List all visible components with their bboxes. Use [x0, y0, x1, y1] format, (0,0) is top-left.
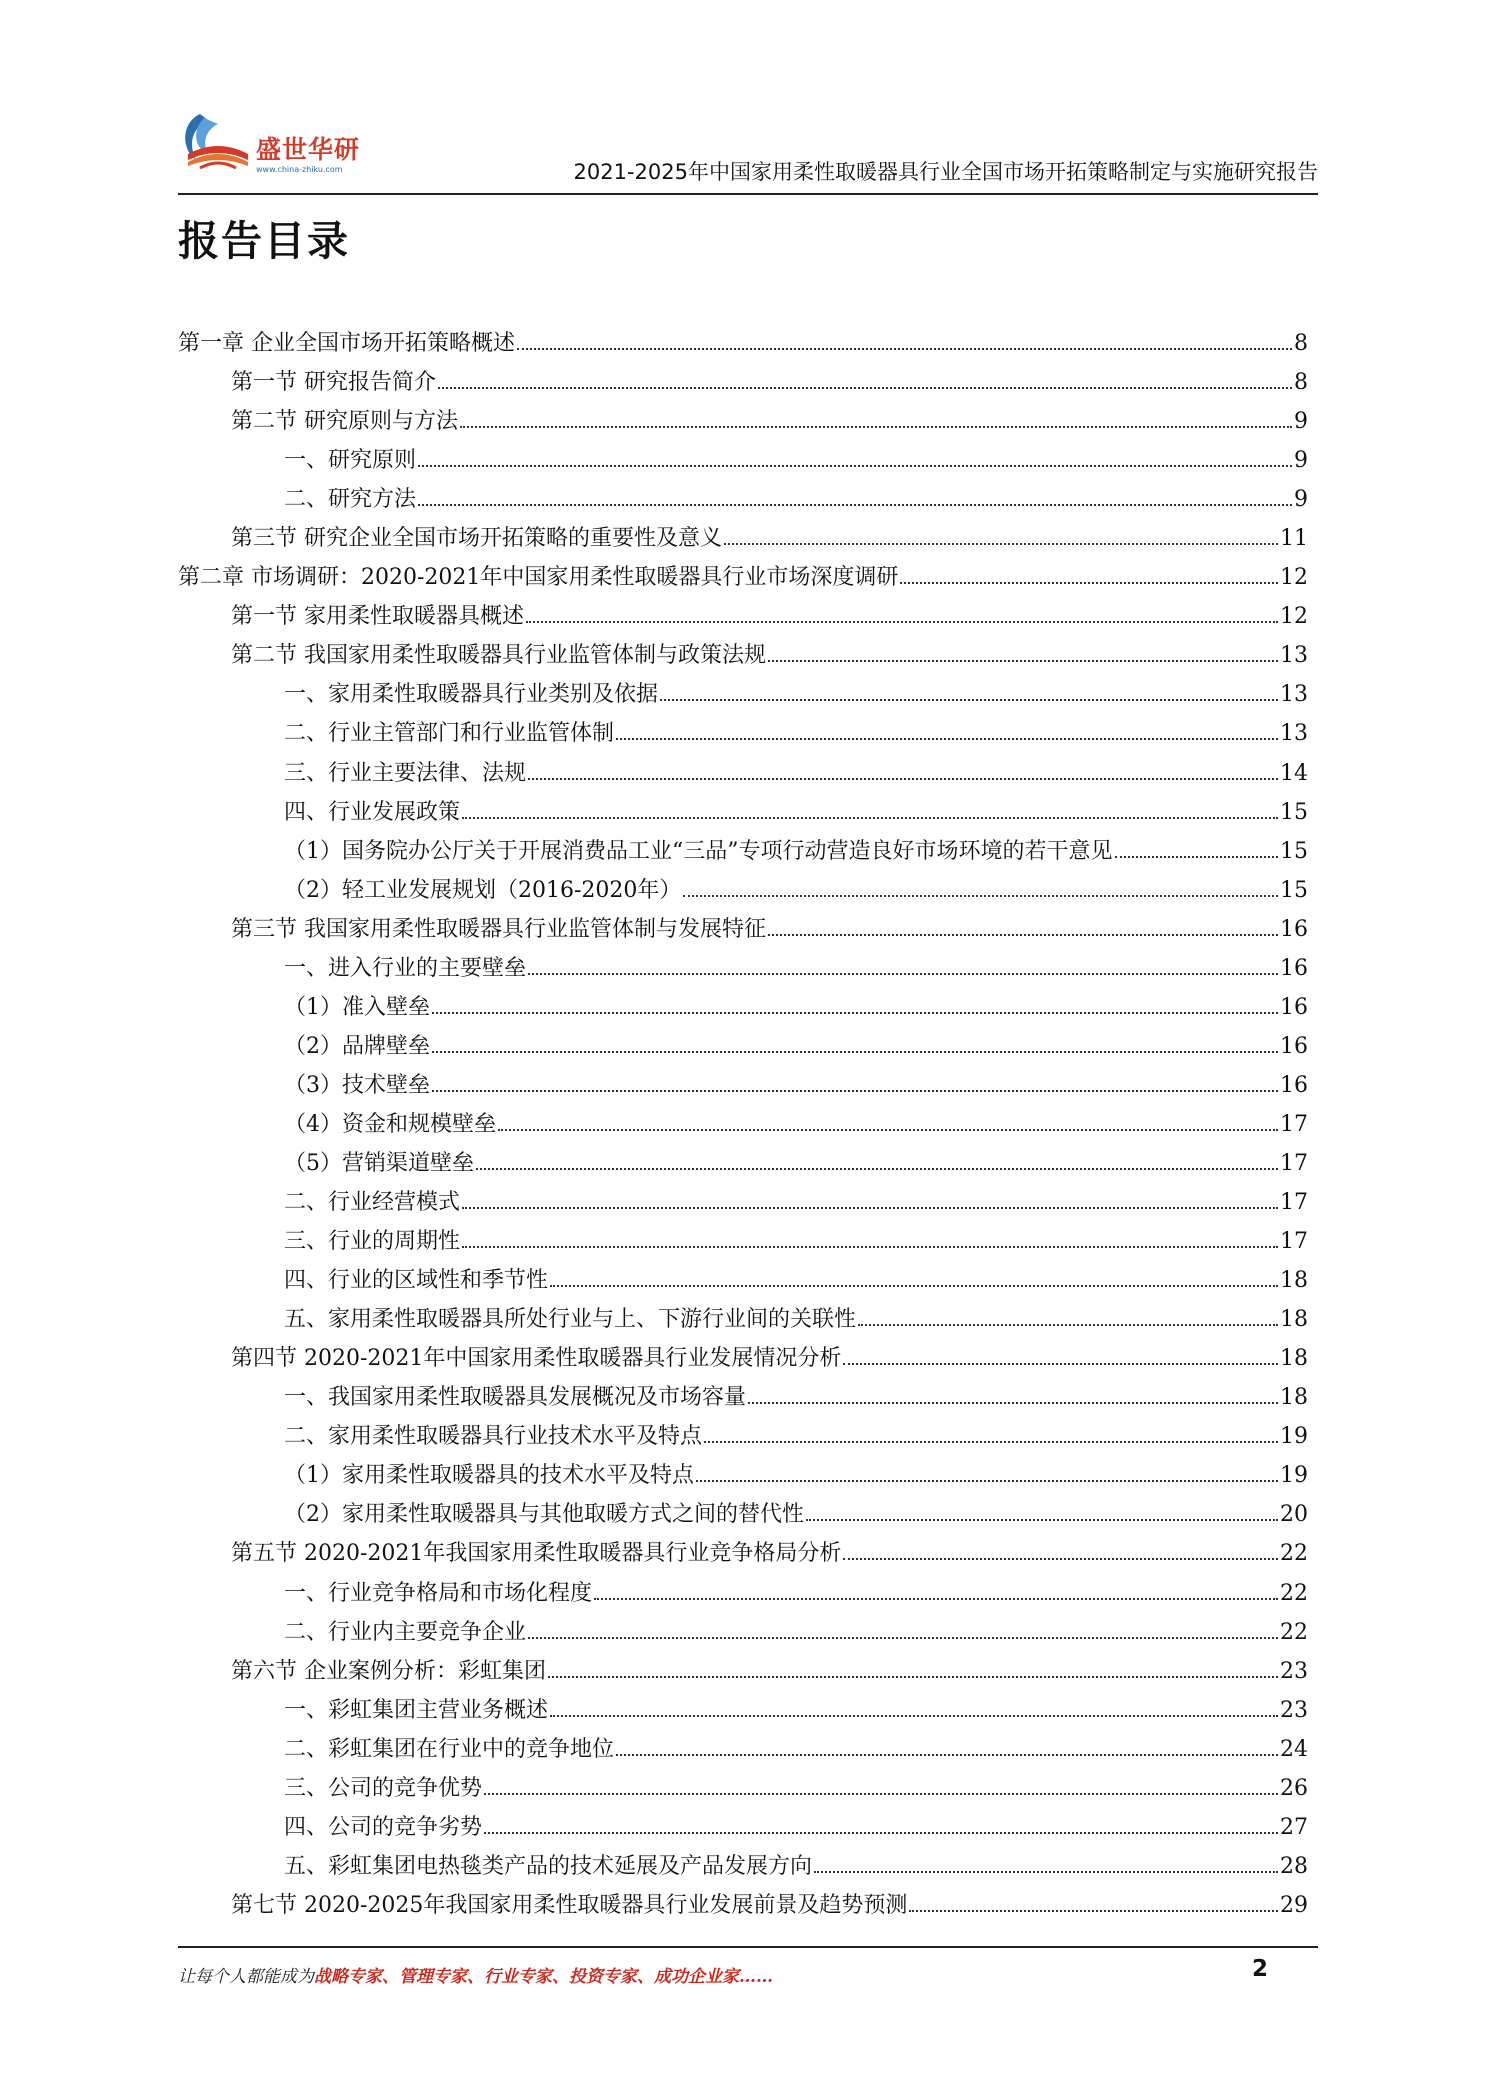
toc-dot-leader [768, 934, 1278, 936]
toc-entry-page: 9 [1294, 487, 1308, 513]
toc-dot-leader [843, 1363, 1278, 1365]
toc-entry[interactable] [178, 1730, 1308, 1769]
toc-entry-label: 二、行业内主要竞争企业 [284, 1619, 527, 1645]
page-header [178, 100, 1318, 190]
toc-entry-page: 13 [1280, 721, 1308, 747]
footer-slogan-roles: 战略专家、管理专家、行业专家、投资专家、成功企业家…… [314, 1967, 773, 1987]
toc-dot-leader [528, 1637, 1278, 1639]
toc-entry-page: 17 [1280, 1111, 1308, 1137]
toc-dot-leader [696, 1480, 1278, 1482]
toc-entry-label: 三、行业的周期性 [284, 1229, 461, 1255]
toc-entry-page: 16 [1280, 1072, 1308, 1098]
toc-entry[interactable] [178, 1886, 1308, 1925]
toc-entry-page: 9 [1294, 409, 1308, 435]
toc-entry-page: 11 [1280, 526, 1308, 552]
toc-dot-leader [806, 1519, 1278, 1521]
toc-entry-page: 24 [1280, 1736, 1308, 1762]
toc-entry-label: （3）技术壁垒 [284, 1072, 430, 1098]
toc-entry-page: 15 [1280, 877, 1308, 903]
toc-dot-leader [683, 895, 1278, 897]
toc-dot-leader [460, 426, 1292, 428]
toc-entry-page: 18 [1280, 1268, 1308, 1294]
toc-entry-page: 17 [1280, 1150, 1308, 1176]
toc-entry-label: 四、行业发展政策 [284, 799, 461, 825]
toc-dot-leader [462, 817, 1278, 819]
toc-entry-label: 第七节 2020-2025年我国家用柔性取暖器具行业发展前景及趋势预测 [231, 1892, 908, 1918]
toc-dot-leader [432, 1090, 1278, 1092]
toc-dot-leader [704, 1441, 1278, 1443]
toc-entry-label: 第一章 企业全国市场开拓策略概述 [178, 331, 515, 356]
toc-entry[interactable] [178, 636, 1308, 675]
toc-entry-label: 三、公司的竞争优势 [284, 1775, 483, 1801]
toc-entry[interactable] [178, 1417, 1308, 1456]
toc-entry[interactable] [178, 1105, 1308, 1144]
toc-dot-leader [900, 582, 1278, 584]
toc-entry-label: 第一节 研究报告简介 [231, 370, 436, 396]
toc-entry[interactable] [178, 1613, 1308, 1652]
toc-entry-page: 12 [1280, 565, 1308, 591]
toc-entry[interactable] [178, 1456, 1308, 1495]
toc-entry-page: 15 [1280, 799, 1308, 825]
toc-entry[interactable] [178, 1144, 1308, 1183]
toc-dot-leader [858, 1324, 1278, 1326]
toc-entry-page: 8 [1294, 331, 1308, 356]
footer-slogan [178, 1962, 773, 1987]
toc-entry-label: （1）准入壁垒 [284, 994, 430, 1020]
toc-entry[interactable] [178, 910, 1308, 949]
toc-entry-label: 第一节 家用柔性取暖器具概述 [231, 604, 524, 630]
header-divider [178, 193, 1318, 195]
logo-url: www.china-zhiku.com [256, 165, 343, 174]
toc-entry-label: 二、家用柔性取暖器具行业技术水平及特点 [284, 1424, 703, 1450]
toc-dot-leader [484, 1793, 1278, 1795]
toc-entry[interactable] [178, 1495, 1308, 1534]
toc-entry-label: 一、家用柔性取暖器具行业类别及依据 [284, 682, 659, 708]
toc-entry[interactable] [178, 480, 1308, 519]
toc-entry-label: 一、行业竞争格局和市场化程度 [284, 1580, 593, 1606]
toc-dot-leader [748, 1402, 1278, 1404]
toc-entry-label: 第五节 2020-2021年我国家用柔性取暖器具行业竞争格局分析 [231, 1541, 842, 1567]
toc-dot-leader [418, 465, 1292, 467]
toc-entry-page: 8 [1294, 370, 1308, 396]
toc-dot-leader [484, 1832, 1278, 1834]
toc-entry-page: 12 [1280, 604, 1308, 630]
toc-entry-label: （5）营销渠道壁垒 [284, 1150, 474, 1176]
toc-entry[interactable] [178, 754, 1308, 793]
toc-dot-leader [724, 543, 1278, 545]
toc-entry-page: 14 [1280, 760, 1308, 786]
toc-entry[interactable] [178, 441, 1308, 480]
toc-entry-page: 16 [1280, 955, 1308, 981]
toc-dot-leader [517, 348, 1292, 350]
toc-entry[interactable] [178, 675, 1308, 714]
page-title: 报告目录 [178, 217, 350, 265]
toc-entry[interactable] [178, 363, 1308, 402]
toc-entry-page: 22 [1280, 1541, 1308, 1567]
toc-entry-label: 第二节 研究原则与方法 [231, 409, 458, 435]
toc-entry[interactable] [178, 1652, 1308, 1691]
toc-entry[interactable] [178, 832, 1308, 871]
toc-entry-page: 9 [1294, 448, 1308, 474]
toc-entry-page: 28 [1280, 1853, 1308, 1879]
toc-entry-label: （4）资金和规模壁垒 [284, 1111, 496, 1137]
toc-dot-leader [594, 1598, 1278, 1600]
toc-entry-label: 第二章 市场调研：2020-2021年中国家用柔性取暖器具行业市场深度调研 [178, 565, 899, 591]
toc-dot-leader [528, 778, 1278, 780]
toc-entry[interactable] [178, 1027, 1308, 1066]
toc-entry-label: 一、研究原则 [284, 448, 417, 474]
toc-entry[interactable] [178, 402, 1308, 441]
toc-entry-page: 18 [1280, 1385, 1308, 1411]
toc-entry-page: 20 [1280, 1502, 1308, 1528]
toc-dot-leader [843, 1558, 1278, 1560]
toc-entry[interactable] [178, 1222, 1308, 1261]
toc-entry-label: （1）国务院办公厅关于开展消费品工业“三品”专项行动营造良好市场环境的若干意见 [284, 838, 1113, 864]
toc-entry-page: 22 [1280, 1580, 1308, 1606]
toc-entry-label: 二、行业经营模式 [284, 1190, 461, 1216]
toc-entry[interactable] [178, 1691, 1308, 1730]
toc-dot-leader [528, 973, 1278, 975]
toc-entry[interactable] [178, 1300, 1308, 1339]
toc-entry[interactable] [178, 1534, 1308, 1573]
toc-entry-label: 四、行业的区域性和季节性 [284, 1268, 549, 1294]
toc-dot-leader [616, 738, 1278, 740]
toc-entry[interactable] [178, 714, 1308, 753]
toc-dot-leader [526, 621, 1278, 623]
toc-entry-label: （2）品牌壁垒 [284, 1033, 430, 1059]
toc-entry-label: 第三节 我国家用柔性取暖器具行业监管体制与发展特征 [231, 916, 766, 942]
toc-dot-leader [768, 660, 1278, 662]
toc-entry-page: 19 [1280, 1463, 1308, 1489]
page-number: 2 [1252, 1956, 1269, 1982]
toc-entry-label: 一、彩虹集团主营业务概述 [284, 1697, 549, 1723]
toc-dot-leader [438, 387, 1292, 389]
table-of-contents [178, 324, 1308, 1925]
toc-entry-page: 18 [1280, 1307, 1308, 1333]
toc-entry-page: 13 [1280, 643, 1308, 669]
toc-entry[interactable] [178, 1378, 1308, 1417]
toc-dot-leader [462, 1207, 1278, 1209]
toc-entry[interactable] [178, 519, 1308, 558]
report-title: 2021-2025年中国家用柔性取暖器具行业全国市场开拓策略制定与实施研究报告 [573, 160, 1318, 184]
toc-entry-label: 二、彩虹集团在行业中的竞争地位 [284, 1736, 615, 1762]
toc-dot-leader [462, 1246, 1278, 1248]
toc-entry[interactable] [178, 793, 1308, 832]
toc-entry[interactable] [178, 1574, 1308, 1613]
toc-dot-leader [418, 504, 1292, 506]
toc-entry[interactable] [178, 558, 1308, 597]
toc-entry-page: 22 [1280, 1619, 1308, 1645]
toc-entry-label: （1）家用柔性取暖器具的技术水平及特点 [284, 1463, 694, 1489]
toc-entry-label: 第三节 研究企业全国市场开拓策略的重要性及意义 [231, 526, 722, 552]
toc-entry-label: 四、公司的竞争劣势 [284, 1814, 483, 1840]
toc-entry[interactable] [178, 1808, 1308, 1847]
toc-entry-label: 二、行业主管部门和行业监管体制 [284, 721, 615, 747]
toc-entry[interactable] [178, 871, 1308, 910]
toc-entry-page: 29 [1280, 1892, 1308, 1918]
toc-dot-leader [616, 1754, 1278, 1756]
toc-dot-leader [814, 1871, 1278, 1873]
toc-entry-page: 15 [1280, 838, 1308, 864]
toc-entry-page: 18 [1280, 1346, 1308, 1372]
toc-dot-leader [476, 1168, 1278, 1170]
toc-dot-leader [498, 1129, 1278, 1131]
toc-entry-page: 23 [1280, 1658, 1308, 1684]
toc-dot-leader [909, 1910, 1278, 1912]
footer-divider [178, 1946, 1318, 1948]
toc-dot-leader [432, 1051, 1278, 1053]
toc-entry-label: （2）轻工业发展规划（2016-2020年） [284, 877, 682, 903]
toc-entry[interactable] [178, 597, 1308, 636]
toc-dot-leader [548, 1676, 1278, 1678]
toc-dot-leader [550, 1285, 1278, 1287]
toc-entry-label: 五、彩虹集团电热毯类产品的技术延展及产品发展方向 [284, 1853, 813, 1879]
toc-entry-page: 26 [1280, 1775, 1308, 1801]
toc-entry[interactable] [178, 1339, 1308, 1378]
toc-entry-label: 第四节 2020-2021年中国家用柔性取暖器具行业发展情况分析 [231, 1346, 842, 1372]
toc-entry-page: 13 [1280, 682, 1308, 708]
toc-entry-page: 17 [1280, 1229, 1308, 1255]
toc-entry[interactable] [178, 988, 1308, 1027]
toc-entry[interactable] [178, 1769, 1308, 1808]
toc-entry[interactable] [178, 1183, 1308, 1222]
logo-emblem-icon [178, 104, 258, 184]
toc-entry-page: 19 [1280, 1424, 1308, 1450]
toc-entry[interactable] [178, 949, 1308, 988]
toc-entry-label: 第二节 我国家用柔性取暖器具行业监管体制与政策法规 [231, 643, 766, 669]
toc-entry-page: 23 [1280, 1697, 1308, 1723]
logo-name: 盛世华研 [256, 135, 361, 164]
toc-entry-label: （2）家用柔性取暖器具与其他取暖方式之间的替代性 [284, 1502, 804, 1528]
toc-entry-page: 16 [1280, 994, 1308, 1020]
toc-dot-leader [550, 1715, 1278, 1717]
toc-entry[interactable] [178, 1066, 1308, 1105]
toc-entry-label: 一、进入行业的主要壁垒 [284, 955, 527, 981]
toc-entry-page: 27 [1280, 1814, 1308, 1840]
toc-entry-page: 16 [1280, 916, 1308, 942]
toc-entry[interactable] [178, 1847, 1308, 1886]
toc-entry[interactable] [178, 324, 1308, 363]
footer-slogan-prefix: 让每个人都能成为 [178, 1967, 314, 1987]
toc-entry-page: 17 [1280, 1190, 1308, 1216]
toc-entry-label: 第六节 企业案例分析：彩虹集团 [231, 1658, 546, 1684]
toc-entry-label: 五、家用柔性取暖器具所处行业与上、下游行业间的关联性 [284, 1307, 857, 1333]
toc-entry-label: 二、研究方法 [284, 487, 417, 513]
toc-entry-label: 一、我国家用柔性取暖器具发展概况及市场容量 [284, 1385, 747, 1411]
toc-dot-leader [1115, 856, 1279, 858]
toc-dot-leader [660, 699, 1278, 701]
toc-dot-leader [432, 1012, 1278, 1014]
toc-entry[interactable] [178, 1261, 1308, 1300]
toc-entry-page: 16 [1280, 1033, 1308, 1059]
company-logo [178, 100, 388, 190]
toc-entry-label: 三、行业主要法律、法规 [284, 760, 527, 786]
